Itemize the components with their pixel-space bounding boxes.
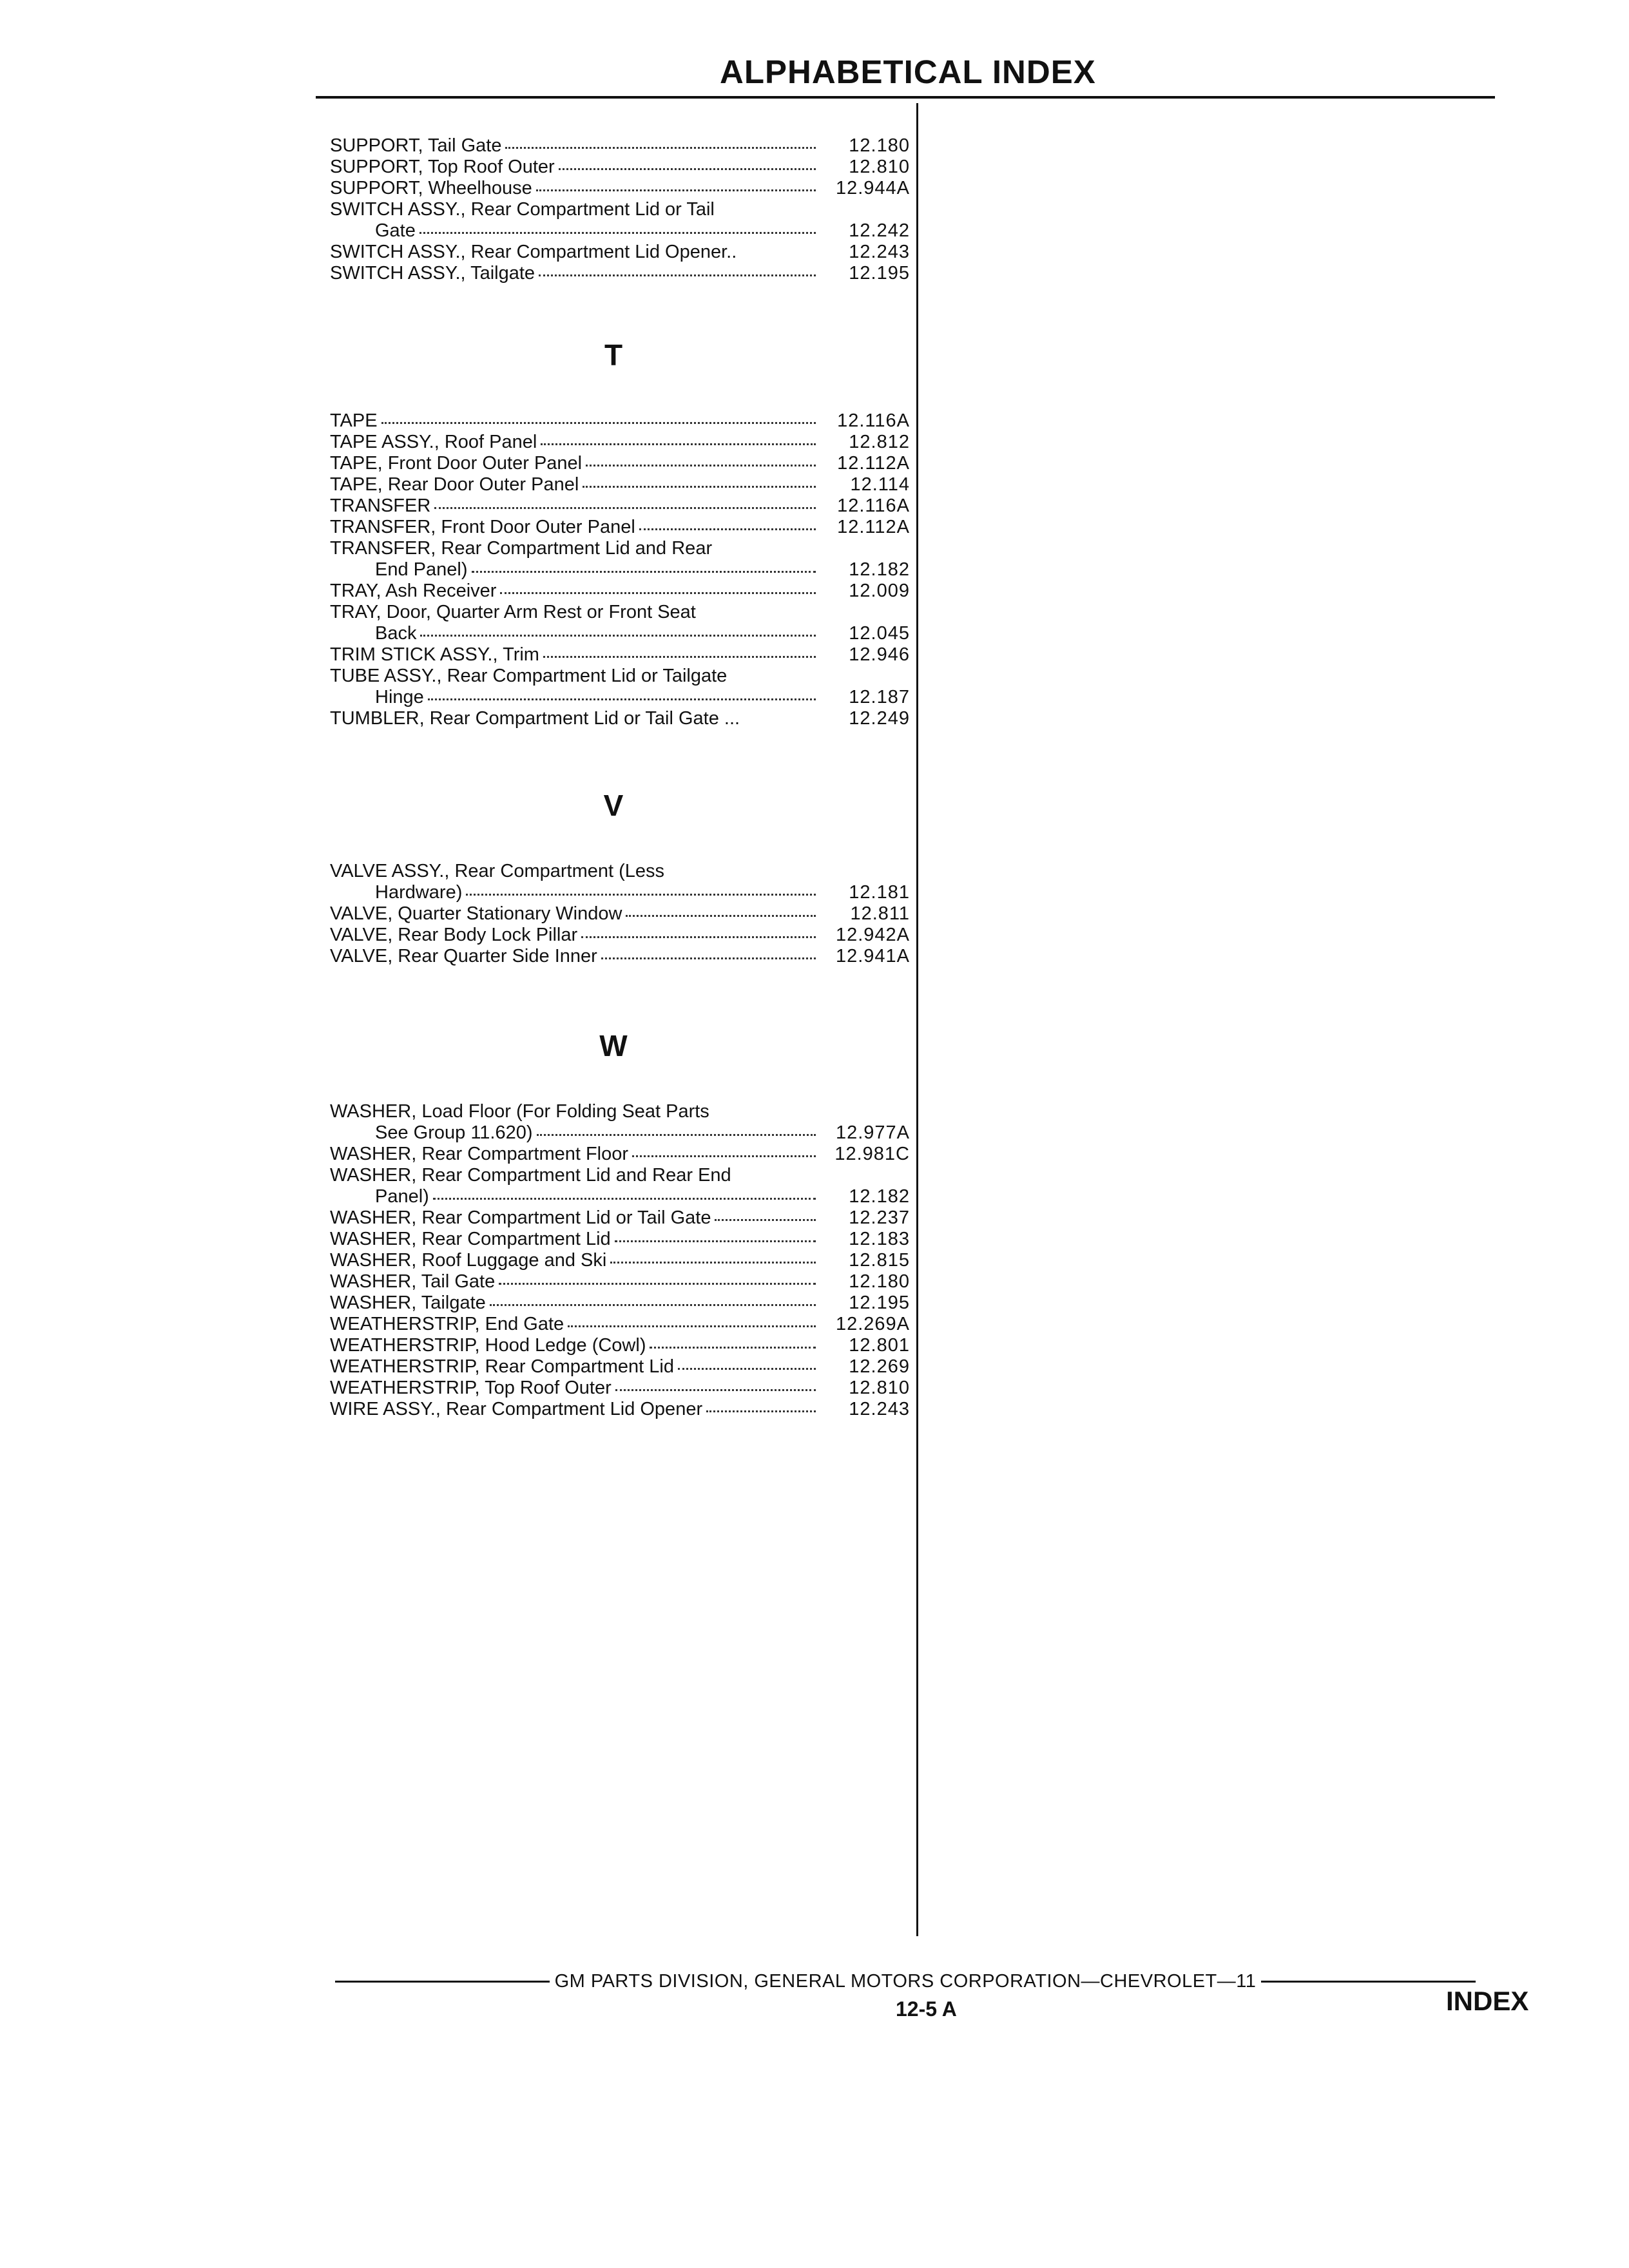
- section-tag: INDEX: [1446, 1986, 1529, 2016]
- entry-page-ref: 12.009: [849, 581, 910, 601]
- index-entry: [330, 1186, 910, 1207]
- entry-page-ref: 12.941A: [835, 946, 910, 966]
- footer-rule-right: [1261, 1981, 1476, 1983]
- index-entry: [330, 135, 910, 157]
- index-entry: [330, 1293, 910, 1314]
- index-entry: [330, 666, 910, 687]
- entry-text: SUPPORT, Tail Gate: [330, 135, 502, 156]
- entry-text: SWITCH ASSY., Tailgate: [330, 263, 535, 284]
- index-entry: [330, 157, 910, 178]
- entry-text: TUBE ASSY., Rear Compartment Lid or Tailgate: [330, 666, 728, 686]
- entry-text: VALVE, Rear Quarter Side Inner: [330, 946, 597, 966]
- index-section: [330, 1026, 910, 1420]
- index-section: [330, 336, 910, 729]
- entry-page-ref: 12.182: [849, 1186, 910, 1207]
- dot-leader: [537, 1134, 816, 1136]
- index-entry: [330, 687, 910, 708]
- entry-page-ref: 12.977A: [835, 1122, 910, 1143]
- index-entry: [330, 1101, 910, 1122]
- dot-leader: [559, 168, 816, 170]
- dot-leader: [583, 486, 816, 488]
- index-entry: [330, 1250, 910, 1271]
- section-letter-heading: W: [599, 1029, 628, 1062]
- entry-page-ref: 12.187: [849, 687, 910, 707]
- dot-leader: [632, 1155, 816, 1157]
- index-entry: [330, 861, 910, 882]
- entry-text: WASHER, Roof Luggage and Ski: [330, 1250, 607, 1271]
- entry-text: Back: [375, 623, 417, 644]
- dot-leader: [505, 147, 816, 149]
- entry-text: VALVE, Rear Body Lock Pillar: [330, 925, 578, 945]
- dot-leader: [626, 915, 816, 917]
- index-entry: [330, 1378, 910, 1399]
- entry-text: Hardware): [375, 882, 463, 903]
- entry-text: WASHER, Load Floor (For Folding Seat Parts: [330, 1101, 709, 1122]
- title-rule: [316, 96, 1495, 99]
- entry-page-ref: 12.182: [849, 559, 910, 580]
- index-entry: [330, 882, 910, 903]
- entry-text: Hinge: [375, 687, 424, 707]
- entry-page-ref: 12.181: [849, 882, 910, 903]
- footer-rule-left: [335, 1981, 550, 1983]
- index-entry: [330, 925, 910, 946]
- index-entry: [330, 178, 910, 199]
- entry-text: TRANSFER, Rear Compartment Lid and Rear: [330, 538, 713, 559]
- dot-leader: [420, 635, 816, 637]
- dot-leader: [490, 1304, 816, 1306]
- entry-text: TUMBLER, Rear Compartment Lid or Tail Gate ...: [330, 708, 740, 729]
- index-entry: [330, 1229, 910, 1250]
- index-entry: [330, 453, 910, 474]
- entry-page-ref: 12.116A: [837, 495, 910, 516]
- entry-text: WASHER, Tailgate: [330, 1293, 486, 1313]
- entry-page-ref: 12.944A: [835, 178, 910, 198]
- dot-leader: [639, 528, 816, 530]
- index-entry: [330, 1165, 910, 1186]
- index-entry: [330, 644, 910, 666]
- dot-leader: [650, 1347, 816, 1349]
- index-entry: [330, 602, 910, 623]
- page-number: 12-5 A: [896, 1997, 957, 2021]
- index-entry: [330, 1207, 910, 1229]
- entry-page-ref: 12.946: [849, 644, 910, 665]
- entry-page-ref: 12.815: [849, 1250, 910, 1271]
- dot-leader: [419, 232, 816, 234]
- entry-page-ref: 12.242: [849, 220, 910, 241]
- column-divider: [916, 103, 918, 1936]
- entry-text: TRANSFER: [330, 495, 431, 516]
- entry-page-ref: 12.981C: [834, 1144, 910, 1164]
- footer-publisher-line: [335, 1971, 1476, 1992]
- dot-leader: [434, 507, 816, 509]
- entry-page-ref: 12.812: [849, 432, 910, 452]
- entry-page-ref: 12.243: [849, 1399, 910, 1419]
- entry-page-ref: 12.249: [849, 708, 910, 729]
- entry-page-ref: 12.045: [849, 623, 910, 644]
- section-letter-heading: T: [604, 338, 623, 372]
- entry-page-ref: 12.116A: [837, 410, 910, 431]
- entry-page-ref: 12.180: [849, 1271, 910, 1292]
- entry-text: VALVE, Quarter Stationary Window: [330, 903, 622, 924]
- dot-leader: [715, 1219, 816, 1221]
- entry-text: SWITCH ASSY., Rear Compartment Lid Opener..: [330, 242, 737, 262]
- entry-text: SUPPORT, Wheelhouse: [330, 178, 532, 198]
- entry-page-ref: 12.801: [849, 1335, 910, 1356]
- dot-leader: [586, 465, 816, 466]
- dot-leader: [539, 274, 816, 276]
- entry-page-ref: 12.195: [849, 1293, 910, 1313]
- entry-text: TRANSFER, Front Door Outer Panel: [330, 517, 635, 537]
- footer-publisher: GM PARTS DIVISION, GENERAL MOTORS CORPORATION—CHEVROLET—11: [554, 1971, 1257, 1992]
- dot-leader: [615, 1240, 816, 1242]
- page-title: ALPHABETICAL INDEX: [720, 53, 1096, 90]
- entry-text: WASHER, Tail Gate: [330, 1271, 496, 1292]
- entry-page-ref: 12.243: [849, 242, 910, 262]
- index-entry: [330, 263, 910, 284]
- entry-text: TAPE, Rear Door Outer Panel: [330, 474, 579, 495]
- dot-leader: [466, 894, 816, 896]
- index-entry: [330, 220, 910, 242]
- entry-page-ref: 12.195: [849, 263, 910, 284]
- entry-text: TRIM STICK ASSY., Trim: [330, 644, 539, 665]
- dot-leader: [615, 1389, 816, 1391]
- entry-text: TAPE: [330, 410, 378, 431]
- entry-text: WASHER, Rear Compartment Lid and Rear End: [330, 1165, 731, 1186]
- entry-text: WASHER, Rear Compartment Lid or Tail Gate: [330, 1207, 711, 1228]
- entry-page-ref: 12.811: [850, 903, 910, 924]
- dot-leader: [601, 957, 816, 959]
- entry-page-ref: 12.237: [849, 1207, 910, 1228]
- entry-text: TAPE, Front Door Outer Panel: [330, 453, 583, 474]
- dot-leader: [678, 1368, 816, 1370]
- dot-leader: [610, 1262, 816, 1264]
- index-entry: [330, 1122, 910, 1144]
- entry-page-ref: 12.269: [849, 1356, 910, 1377]
- dot-leader: [541, 443, 816, 445]
- index-entry: [330, 432, 910, 453]
- index-section: [330, 135, 910, 284]
- entry-page-ref: 12.269A: [835, 1314, 910, 1334]
- dot-leader: [543, 656, 816, 658]
- dot-leader: [472, 571, 816, 573]
- index-entry: [330, 410, 910, 432]
- index-entry: [330, 517, 910, 538]
- index-entry: [330, 538, 910, 559]
- entry-text: SUPPORT, Top Roof Outer: [330, 157, 555, 177]
- index-entry: [330, 474, 910, 495]
- entry-text: TRAY, Ash Receiver: [330, 581, 497, 601]
- entry-text: WEATHERSTRIP, Rear Compartment Lid: [330, 1356, 674, 1377]
- index-entry: [330, 242, 910, 263]
- index-entry: [330, 581, 910, 602]
- entry-page-ref: 12.112A: [837, 517, 910, 537]
- entry-text: WEATHERSTRIP, End Gate: [330, 1314, 564, 1334]
- section-letter-heading: V: [603, 789, 624, 822]
- index-entry: [330, 559, 910, 581]
- entry-page-ref: 12.810: [849, 157, 910, 177]
- index-entry: [330, 1271, 910, 1293]
- entry-page-ref: 12.112A: [837, 453, 910, 474]
- index-entry: [330, 1356, 910, 1378]
- index-entry: [330, 1314, 910, 1335]
- dot-leader: [568, 1325, 816, 1327]
- index-section: [330, 786, 910, 967]
- index-column: [330, 135, 910, 1420]
- index-entry: [330, 623, 910, 644]
- dot-leader: [381, 422, 816, 424]
- entry-text: SWITCH ASSY., Rear Compartment Lid or Tail: [330, 199, 715, 220]
- entry-text: WEATHERSTRIP, Hood Ledge (Cowl): [330, 1335, 646, 1356]
- entry-text: Panel): [375, 1186, 429, 1207]
- index-entry: [330, 903, 910, 925]
- entry-page-ref: 12.183: [849, 1229, 910, 1249]
- entry-text: WEATHERSTRIP, Top Roof Outer: [330, 1378, 612, 1398]
- entry-text: Gate: [375, 220, 416, 241]
- entry-page-ref: 12.942A: [835, 925, 910, 945]
- entry-page-ref: 12.180: [849, 135, 910, 156]
- dot-leader: [428, 698, 816, 700]
- dot-leader: [536, 189, 816, 191]
- index-entry: [330, 199, 910, 220]
- entry-text: TAPE ASSY., Roof Panel: [330, 432, 537, 452]
- dot-leader: [706, 1410, 816, 1412]
- index-entry: [330, 946, 910, 967]
- entry-text: See Group 11.620): [375, 1122, 533, 1143]
- index-entry: [330, 1144, 910, 1165]
- dot-leader: [581, 936, 816, 938]
- index-entry: [330, 1399, 910, 1420]
- entry-page-ref: 12.810: [849, 1378, 910, 1398]
- dot-leader: [500, 592, 816, 594]
- dot-leader: [499, 1283, 816, 1285]
- index-entry: [330, 495, 910, 517]
- entry-text: WASHER, Rear Compartment Lid: [330, 1229, 611, 1249]
- entry-text: WIRE ASSY., Rear Compartment Lid Opener: [330, 1399, 703, 1419]
- entry-text: End Panel): [375, 559, 468, 580]
- entry-page-ref: 12.114: [850, 474, 910, 495]
- entry-text: VALVE ASSY., Rear Compartment (Less: [330, 861, 665, 881]
- dot-leader: [433, 1198, 816, 1200]
- entry-text: TRAY, Door, Quarter Arm Rest or Front Seat: [330, 602, 696, 622]
- index-entry: [330, 1335, 910, 1356]
- index-entry: [330, 708, 910, 729]
- entry-text: WASHER, Rear Compartment Floor: [330, 1144, 629, 1164]
